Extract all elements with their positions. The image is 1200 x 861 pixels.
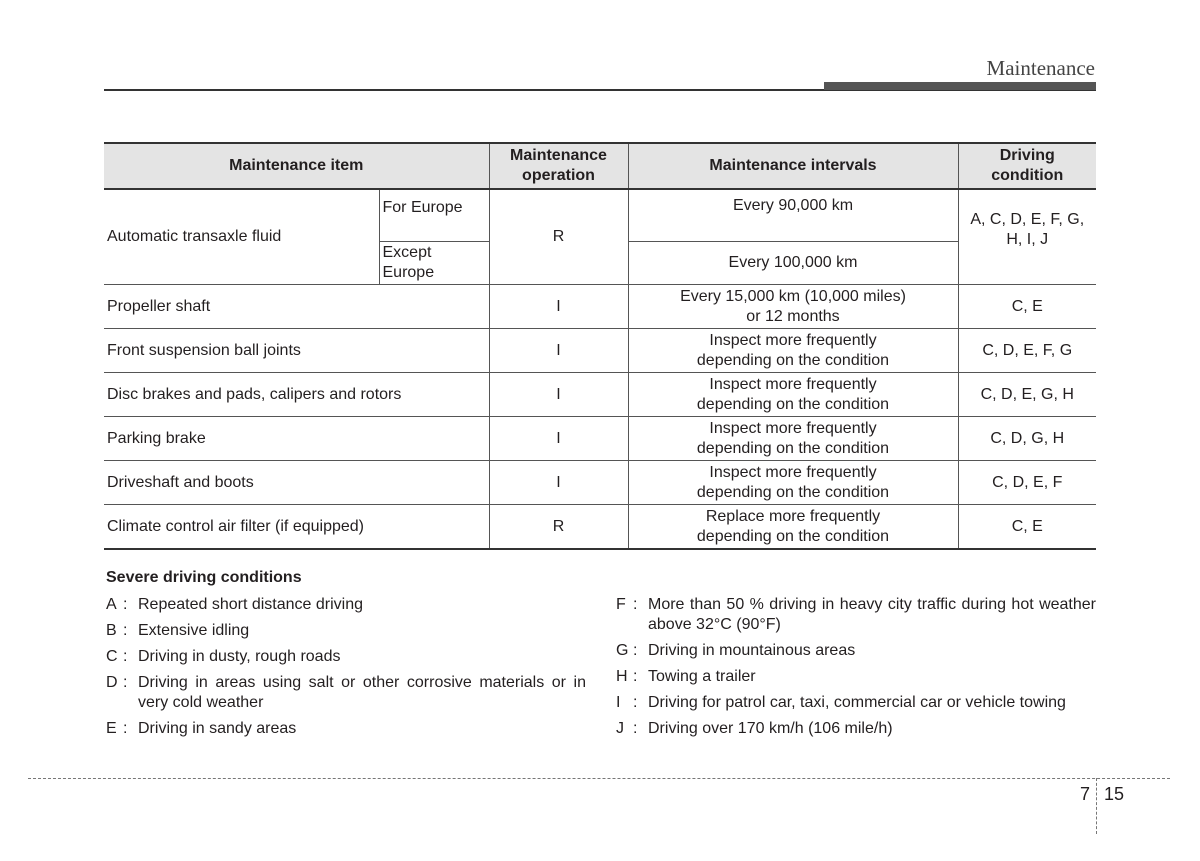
atf-sub-except: Except Europe [379, 242, 489, 285]
row-operation: I [489, 329, 628, 373]
row-driving-condition: C, D, E, G, H [958, 373, 1096, 417]
condition-text: More than 50 % driving in heavy city traffic during hot weather above 32°C (90°F) [648, 595, 1096, 633]
row-interval-line-2: depending on the condition [696, 351, 890, 369]
page-number: 15 [1104, 784, 1125, 804]
row-driving-condition: C, E [958, 505, 1096, 550]
condition-letter: E [106, 720, 117, 737]
condition-text: Repeated short distance driving [138, 595, 364, 613]
row-interval-line-1: Every 15,000 km (10,000 miles) [680, 287, 906, 305]
row-item: Propeller shaft [104, 285, 489, 329]
condition-item: C : Driving in dusty, rough roads [104, 647, 586, 668]
row-item: Climate control air filter (if equipped) [104, 505, 489, 550]
condition-letter: D [106, 673, 118, 691]
row-interval-line-2: depending on the condition [696, 439, 890, 457]
header-rule-accent [824, 82, 1096, 90]
header-maintenance-item: Maintenance item [104, 143, 489, 189]
row-operation: I [489, 285, 628, 329]
row-interval [628, 373, 958, 417]
row-driving-condition: C, D, G, H [958, 417, 1096, 461]
condition-item: J : Driving over 170 km/h (106 mile/h) [614, 719, 1096, 740]
row-operation: I [489, 461, 628, 505]
chapter-number: 7 [1080, 784, 1091, 804]
condition-item: D : Driving in areas using salt or other corrosive materials or in very cold weather [104, 673, 586, 714]
condition-item: A : Repeated short distance driving [104, 595, 586, 616]
atf-operation: R [489, 189, 628, 285]
severe-conditions-section [104, 568, 1096, 745]
condition-text: Driving over 170 km/h (106 mile/h) [648, 720, 893, 737]
condition-letter: A [106, 595, 117, 613]
conditions-left-column [104, 595, 586, 746]
row-driving-condition: C, E [958, 285, 1096, 329]
section-title: Maintenance [986, 56, 1095, 80]
row-interval [628, 329, 958, 373]
table-row [104, 461, 1096, 505]
condition-item: G : Driving in mountainous areas [614, 641, 1096, 662]
condition-letter: B [106, 621, 117, 639]
atf-item: Automatic transaxle fluid [104, 189, 379, 285]
row-interval [628, 417, 958, 461]
condition-text: Extensive idling [138, 621, 250, 639]
row-item: Parking brake [104, 417, 489, 461]
row-interval-line-1: Inspect more frequently [709, 419, 877, 437]
table-header-row [104, 143, 1096, 189]
table-row [104, 329, 1096, 373]
condition-text: Driving in mountainous areas [648, 642, 856, 659]
row-interval-line-1: Replace more frequently [705, 507, 881, 525]
row-interval [628, 505, 958, 550]
row-interval-line-1: Inspect more frequently [709, 375, 877, 393]
condition-letter: G [616, 642, 629, 659]
severe-conditions-title: Severe driving conditions [106, 569, 302, 586]
table-row [104, 373, 1096, 417]
row-interval [628, 285, 958, 329]
footer-page-separator [1096, 778, 1097, 834]
table-row [104, 417, 1096, 461]
row-item: Disc brakes and pads, calipers and rotors [104, 373, 489, 417]
row-interval-line-2: or 12 months [746, 307, 840, 325]
condition-text: Towing a trailer [648, 668, 756, 685]
row-driving-condition: C, D, E, F [958, 461, 1096, 505]
table-row-atf-europe [104, 189, 1096, 242]
condition-text: Driving in sandy areas [138, 720, 297, 737]
row-interval [628, 461, 958, 505]
condition-text: Driving for patrol car, taxi, commercial car or vehicle towing [648, 694, 1066, 711]
row-item: Front suspension ball joints [104, 329, 489, 373]
condition-letter: C [106, 647, 118, 665]
condition-text: Driving in dusty, rough roads [138, 647, 341, 665]
condition-item: B : Extensive idling [104, 621, 586, 642]
conditions-right-column [614, 595, 1096, 746]
atf-interval-europe: Every 90,000 km [628, 189, 958, 242]
header-driving-condition: Driving condition [958, 143, 1096, 189]
atf-driving-condition: A, C, D, E, F, G, H, I, J [958, 189, 1096, 285]
row-interval-line-1: Inspect more frequently [709, 331, 877, 349]
row-operation: I [489, 373, 628, 417]
row-operation: I [489, 417, 628, 461]
condition-letter: F [616, 595, 626, 613]
condition-item: E : Driving in sandy areas [104, 719, 586, 740]
row-operation: R [489, 505, 628, 550]
footer-divider [28, 778, 1170, 779]
atf-sub-europe: For Europe [379, 189, 489, 242]
condition-letter: H [616, 668, 628, 685]
row-interval-line-2: depending on the condition [696, 395, 890, 413]
atf-interval-except: Every 100,000 km [628, 242, 958, 285]
table-row [104, 505, 1096, 550]
condition-letter: J [616, 720, 624, 737]
row-driving-condition: C, D, E, F, G [958, 329, 1096, 373]
row-item: Driveshaft and boots [104, 461, 489, 505]
condition-letter: I [616, 694, 621, 711]
header-maintenance-operation: Maintenance operation [489, 143, 628, 189]
row-interval-line-2: depending on the condition [696, 483, 890, 501]
header-maintenance-intervals: Maintenance intervals [628, 143, 958, 189]
maintenance-table [104, 142, 1096, 550]
table-row [104, 285, 1096, 329]
condition-item: F : More than 50 % driving in heavy city traffic during hot weather above 32°C (90°F) [614, 595, 1096, 636]
condition-item: I : Driving for patrol car, taxi, commercial car or vehicle towing [614, 693, 1096, 714]
condition-text: Driving in areas using salt or other corrosive materials or in very cold weather [138, 673, 586, 711]
condition-item: H : Towing a trailer [614, 667, 1096, 688]
row-interval-line-2: depending on the condition [696, 527, 890, 545]
row-interval-line-1: Inspect more frequently [709, 463, 877, 481]
